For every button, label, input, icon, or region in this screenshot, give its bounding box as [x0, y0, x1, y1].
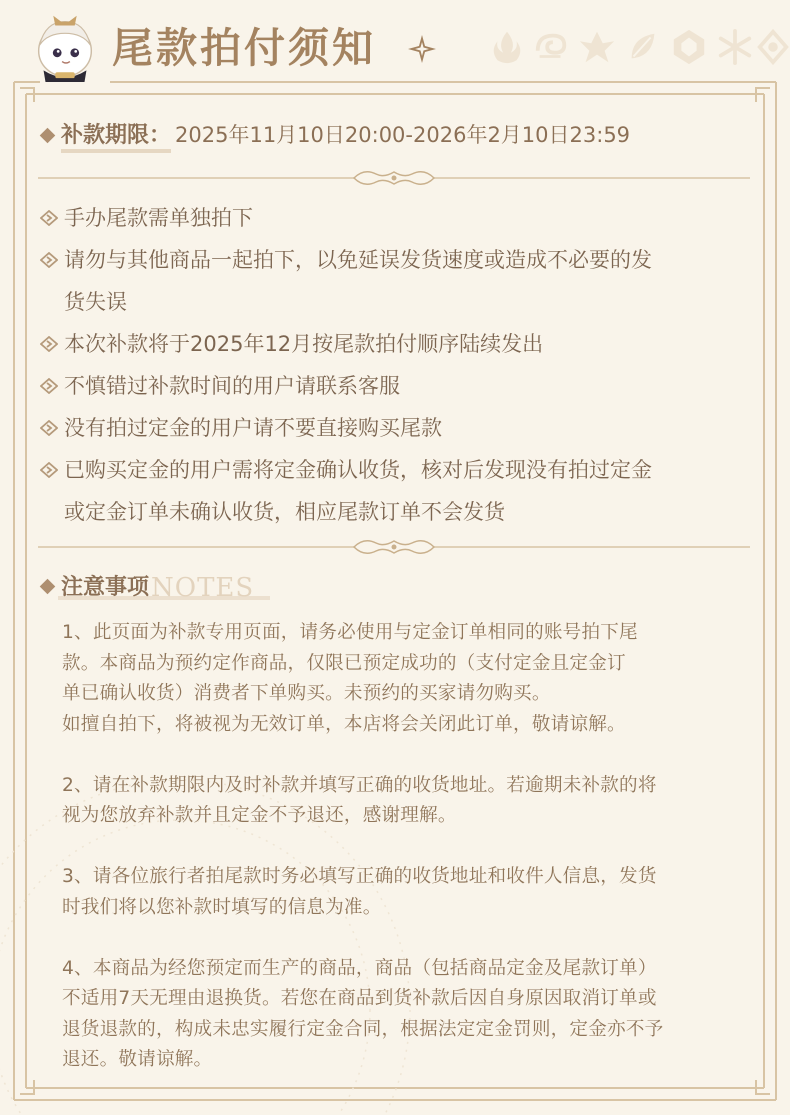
note-line: 1、此页面为补款专用页面，请务必使用与定金订单相同的账号拍下尾	[62, 622, 638, 643]
note-line: 不适用7天无理由退换货。若您在商品到货补款后因自身原因取消订单或	[62, 988, 657, 1009]
rule-text: 已购买定金的用户需将定金确认收货，核对后发现没有拍过定金	[64, 458, 652, 482]
pyro-emblem-icon	[488, 28, 526, 66]
note-paragraph	[62, 954, 752, 1076]
geo-emblem-icon	[670, 28, 708, 66]
note-line: 退货退款的，构成未忠实履行定金合同，根据法定定金罚则，定金亦不予	[62, 1018, 664, 1040]
arrow-bullet-icon	[40, 336, 58, 352]
paimon-mascot-icon	[26, 6, 104, 84]
rule-item	[40, 239, 740, 323]
note-paragraph	[62, 618, 752, 740]
rule-text: 没有拍过定金的用户请不要直接购买尾款	[64, 416, 442, 440]
note-line: 视为您放弃补款并且定金不予退还，感谢理解。	[62, 805, 457, 826]
diamond-bullet-icon	[40, 579, 56, 595]
rule-text: 手办尾款需单独拍下	[64, 206, 253, 230]
note-line: 3、请各位旅行者拍尾款时务必填写正确的收货地址和收件人信息，发货	[62, 866, 657, 887]
arrow-bullet-icon	[40, 210, 58, 226]
notes-body	[62, 618, 752, 1106]
anemo-emblem-icon	[532, 28, 570, 66]
deadline-row	[42, 118, 630, 152]
rules-list	[40, 197, 740, 533]
rule-item	[40, 365, 740, 407]
note-line: 单已确认收货）消费者下单购买。未预约的买家请勿购买。	[62, 683, 551, 704]
note-line: 4、本商品为经您预定而生产的商品，商品（包括商品定金及尾款订单）	[62, 957, 657, 979]
note-line: 时我们将以您补款时填写的信息为准。	[62, 896, 382, 918]
notes-heading	[42, 570, 254, 606]
notes-title: 注意事项	[61, 575, 150, 600]
notes-subtitle: NOTES	[151, 573, 255, 603]
dendro-emblem-icon	[624, 28, 662, 66]
note-line: 2、请在补款期限内及时补款并填写正确的收货地址。若逾期未补款的将	[62, 774, 657, 796]
rule-text: 不慎错过补款时间的用户请联系客服	[64, 374, 400, 398]
note-line: 退还。敬请谅解。	[62, 1049, 213, 1070]
note-paragraph	[62, 771, 752, 832]
ornament-divider	[38, 537, 750, 557]
ornament-divider	[38, 168, 750, 188]
rule-text: 请勿与其他商品一起拍下，以免延误发货速度或造成不必要的发	[64, 248, 652, 272]
rule-text: 本次补款将于2025年12月按尾款拍付顺序陆续发出	[64, 332, 544, 356]
rule-item	[40, 407, 740, 449]
note-line: 款。本商品为预约定作商品，仅限已预定成功的（支付定金且定金订	[62, 652, 626, 674]
note-line: 如擅自拍下，将被视为无效订单，本店将会关闭此订单，敬请谅解。	[62, 713, 626, 735]
note-paragraph	[62, 862, 752, 923]
rule-text: 或定金订单未确认收货，相应尾款订单不会发货	[64, 500, 505, 524]
rule-item	[40, 197, 740, 239]
diamond-bullet-icon	[40, 128, 56, 144]
rule-item	[40, 323, 740, 365]
cryo-emblem-icon	[716, 28, 754, 66]
page-title: 尾款拍付须知	[112, 24, 376, 72]
element-emblems	[488, 28, 778, 68]
rule-text: 货失误	[64, 290, 127, 314]
sparkle-icon	[406, 33, 438, 65]
arrow-bullet-icon	[40, 378, 58, 394]
header	[0, 0, 790, 90]
arrow-bullet-icon	[40, 252, 58, 268]
arrow-bullet-icon	[40, 420, 58, 436]
arrow-bullet-icon	[40, 462, 58, 478]
electro-emblem-icon	[578, 28, 616, 66]
deadline-label: 补款期限：	[61, 123, 171, 153]
deadline-value: 2025年11月10日20:00-2026年2月10日23:59	[175, 123, 631, 147]
rule-item	[40, 449, 740, 533]
hydro-emblem-icon	[754, 28, 790, 66]
